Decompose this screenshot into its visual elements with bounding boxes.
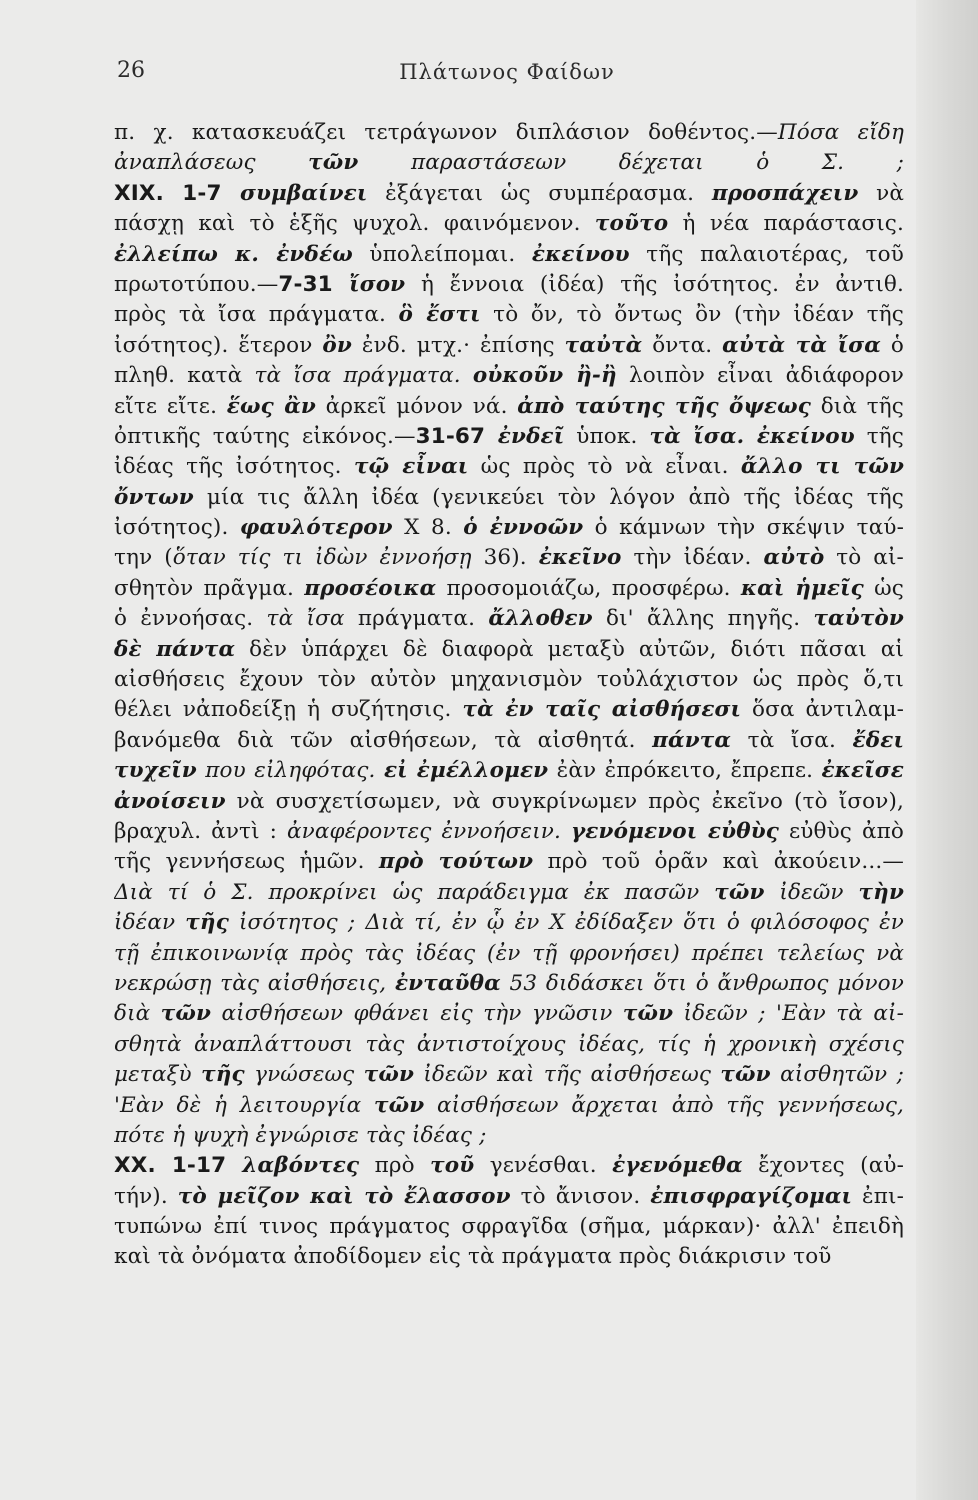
lemma-text: ἐγενόμεθα (612, 1153, 743, 1179)
page-header (112, 58, 902, 92)
gloss-text: πρὸ τοῦ ὁρᾶν καὶ ἀκούειν...— (533, 849, 904, 875)
text-line (114, 361, 904, 391)
lemma-text: προσπάχειν (711, 180, 859, 206)
text-line (114, 756, 904, 786)
lemma-text: τυχεῖν (114, 758, 197, 784)
text-line (114, 483, 904, 513)
page-number: 26 (117, 58, 145, 83)
lemma-text: τὸ μεῖζον καὶ τὸ ἔλασσον (177, 1183, 511, 1209)
lemma-text: τὰ ἴσα. ἐκείνου (649, 423, 855, 449)
gloss-text: καὶ τὰ ὀνόματα ἀποδίδομεν εἰς τὰ πράγματα πρὸς διάκρισιν τοῦ (114, 1244, 832, 1270)
lemma-text: πότε ἡ ψυχὴ ἐγνώρισε τὰς ἰδέας ; (114, 1122, 487, 1148)
lemma-text: νεκρώσῃ τὰς αἰσθήσεις, (114, 970, 395, 996)
text-line (114, 331, 904, 361)
lemma-text: εἰ ἐμέλλομεν (383, 758, 549, 784)
lemma-text: ἐκεῖνο (538, 545, 622, 571)
lemma-text: τῆς (201, 1062, 245, 1088)
gloss-text: ἰσότητος). (114, 515, 240, 541)
lemma-text: τῶν (373, 1092, 425, 1118)
lemma-text: αὐτὸ (763, 545, 825, 571)
gloss-text (461, 363, 473, 388)
lemma-text: τῶν (622, 1001, 674, 1027)
lemma-text: ἐνταῦθα (394, 970, 501, 996)
text-line (114, 240, 904, 270)
gloss-text: ἐὰν ἐπρόκειτο, ἔπρεπε. (548, 758, 822, 784)
lemma-text: ἄλλο τι τῶν (740, 454, 904, 480)
gloss-text: ὡς πρὸς τὸ νὰ εἶναι. (468, 454, 741, 480)
lemma-text: σθητὰ ἀναπλάττουσι τὰς ἀντιστοίχους ἰδέας, τίς ἡ χρονικὴ σχέσις (114, 1031, 904, 1057)
lemma-text: τοῦ (430, 1153, 475, 1179)
lemma-text: καὶ ἡμεῖς (740, 575, 864, 601)
gloss-text: ἰσότητος). ἕτερον (114, 332, 323, 358)
text-line (114, 847, 904, 877)
text-line (114, 787, 904, 817)
lemma-text: τῶν (720, 1062, 771, 1088)
lemma-text: ὅταν τίς τι ἰδὼν ἐννοήσῃ (172, 545, 472, 571)
section-marker: XX. (114, 1153, 172, 1179)
text-line (114, 1242, 904, 1272)
lemma-text: ἀνοίσειν (114, 788, 226, 814)
text-line (114, 148, 904, 178)
lemma-text: τῶν (308, 150, 359, 176)
lemma-text: ταὐτὸν (813, 606, 904, 632)
lemma-text: μεταξὺ (114, 1062, 202, 1088)
text-line (114, 118, 904, 148)
text-line (114, 695, 904, 725)
lemma-text: ἰδεῶν ; 'Εὰν τὰ αἰ- (673, 1001, 904, 1027)
lemma-text: τὰ ἴσα πράγματα. (254, 363, 461, 389)
text-line (114, 1212, 904, 1242)
text-line (114, 604, 904, 634)
gloss-text: ἐξάγεται ὡς συμπέρασμα. (367, 180, 712, 206)
lemma-text: Πόσα εἴδη (777, 120, 904, 145)
section-marker: 7-31 (278, 271, 350, 297)
gloss-text (376, 758, 384, 783)
gloss-text: τῆς (854, 423, 904, 449)
lemma-text: αἰσθητῶν ; (770, 1062, 904, 1088)
gloss-text: εἴτε εἴτε. (114, 393, 227, 419)
lemma-text: ταὐτὰ (564, 332, 643, 358)
gloss-text: ἐνδ. μτχ.· ἐπίσης (351, 332, 565, 358)
lemma-text: ἰδεῶν (764, 879, 859, 905)
text-line (114, 1182, 904, 1212)
gloss-text: τὰ ἴσα. (731, 727, 853, 753)
lemma-text: ἕως ἂν (226, 393, 316, 419)
lemma-text: πρὸ τούτων (378, 849, 534, 875)
lemma-text: ἐκείνου (531, 241, 630, 267)
lemma-text: πάντα (652, 727, 732, 753)
running-title: Πλάτωνος Φαίδων (399, 60, 615, 84)
gloss-text: διὰ τῆς (811, 393, 904, 419)
gloss-text: ὀπτικῆς ταύτης εἰκόνος.— (114, 423, 416, 449)
lemma-text: ὁ ἐννοῶν (463, 515, 584, 541)
gloss-text: νὰ συσχετίσωμεν, νὰ συγκρίνωμεν πρὸς ἐκεῖνο (τὸ ἴσον), (225, 788, 904, 814)
gloss-text: εὐθὺς ἀπὸ (779, 818, 904, 844)
text-line (114, 513, 904, 543)
text-line (114, 665, 904, 695)
text-line (114, 452, 904, 482)
text-line (114, 392, 904, 422)
gloss-text: ἡ ἔννοια (ἰδέα) τῆς ἰσότητος. ἐν ἀντιθ. (405, 271, 904, 297)
text-line (114, 726, 904, 756)
commentary-text (114, 118, 904, 1273)
gloss-text: ὁ (880, 332, 904, 358)
gloss-text: τὸ ἄνισον. (510, 1183, 651, 1209)
gloss-text: ἡ νέα παράστασις. (668, 211, 904, 237)
gloss-text: νὰ (858, 180, 904, 206)
gloss-text: τῆς παλαιοτέρας, τοῦ (629, 241, 904, 267)
section-marker: 1-17 (171, 1153, 243, 1179)
gloss-text: την ( (114, 545, 173, 571)
lemma-text: ἐπισφραγίζομαι (650, 1183, 853, 1209)
gloss-text: βανόμεθα διὰ τῶν αἰσθήσεων, τὰ αἰσθητά. (114, 727, 653, 753)
lemma-text: ἔδει (852, 727, 904, 753)
lemma-text: οὐκοῦν ἢ-ἢ (472, 363, 617, 389)
text-line (114, 209, 904, 239)
text-line (114, 878, 904, 908)
lemma-text: διὰ (114, 1001, 161, 1027)
lemma-text: ἴσον (349, 271, 406, 297)
gloss-text: ὁ κάμνων τὴν σκέψιν ταύ- (583, 515, 904, 541)
text-line (114, 543, 904, 573)
lemma-text: ἐνδεῖ (497, 423, 565, 449)
lemma-text: 53 διδάσκει ὅτι ὁ ἄνθρωπος μόνον (500, 970, 904, 996)
gloss-text: τήν). (114, 1183, 178, 1209)
gloss-text: πρὸς τὰ ἴσα πράγματα. (114, 302, 399, 328)
gloss-text: τῆς γεννήσεως ἡμῶν. (114, 849, 379, 875)
gloss-text: ἀρκεῖ μόνον νά. (315, 393, 518, 419)
gloss-text: ἐπι- (852, 1183, 904, 1209)
gloss-text: τὸ ὄν, τὸ ὄντως ὂν (τὴν ἰδέαν τῆς (480, 302, 904, 328)
gloss-text: προσομοιάζω, προσφέρω. (436, 575, 741, 601)
gloss-text (561, 819, 571, 844)
lemma-text: αἰσθήσεων ἄρχεται ἀπὸ τῆς γεννήσεως, (424, 1092, 904, 1118)
text-line (114, 300, 904, 330)
text-line (114, 270, 904, 300)
gloss-text: πάσχῃ καὶ τὸ ἑξῆς ψυχολ. φαινόμενον. (114, 211, 595, 237)
text-line (114, 817, 904, 847)
lemma-text: ἀπὸ ταύτης τῆς ὄψεως (517, 393, 811, 419)
gloss-text: λοιπὸν εἶναι ἀδιάφορον (616, 363, 904, 389)
gloss-text: γενέσθαι. (474, 1153, 613, 1179)
lemma-text: ἐλλείπω κ. ἐνδέω (114, 241, 353, 267)
gloss-text: σθητὸν πρᾶγμα. (114, 575, 305, 601)
lemma-text: Διὰ τί ὁ Σ. προκρίνει ὡς παράδειγμα ἐκ πασῶν (114, 879, 715, 905)
lemma-text: φαυλότερον (239, 515, 393, 541)
lemma-text: τὴν (858, 879, 904, 905)
text-line (114, 999, 904, 1029)
lemma-text: λαβόντες (242, 1153, 360, 1179)
lemma-text: ὄντων (114, 484, 194, 510)
gloss-text: ὑποκ. (564, 423, 650, 449)
gloss-text: ὑπολείπομαι. (352, 241, 532, 267)
text-line (114, 939, 904, 969)
gloss-text: X 8. (392, 515, 464, 541)
lemma-text: ἄλλοθεν (488, 606, 593, 632)
text-line (114, 179, 904, 209)
lemma-text: τῶν (160, 1001, 212, 1027)
gloss-text: μία τις ἄλλη ἰδέα (γενικεύει τὸν λόγον ἀπὸ τῆς ἰδέας τῆς (193, 484, 904, 510)
text-line (114, 1121, 904, 1151)
gloss-text: πρὸ (359, 1153, 431, 1179)
lemma-text: ἰσότητος ; Διὰ τί, ἐν ᾧ ἐν X ἐδίδαξεν ὅτι ὁ φιλόσοφος ἐν (228, 910, 904, 936)
lemma-text: δὲ πάντα (114, 636, 236, 662)
section-marker: 1-7 (182, 180, 240, 206)
lemma-text: παραστάσεων δέχεται ὁ Σ. ; (358, 150, 904, 176)
lemma-text: γνώσεως (244, 1062, 364, 1088)
lemma-text: τῶν (714, 879, 765, 905)
lemma-text: συμβαίνει (239, 180, 368, 206)
text-line (114, 574, 904, 604)
book-spine-shadow (916, 0, 978, 1500)
lemma-text: τὰ ἴσα (266, 606, 345, 632)
lemma-text: τοῦτο (594, 211, 669, 237)
lemma-text: 'Εὰν δὲ ἡ λειτουργία (114, 1092, 374, 1118)
gloss-text: δὲν ὑπάρχει δὲ διαφορὰ μεταξὺ αὐτῶν, διότι πᾶσαι αἱ (235, 636, 904, 662)
lemma-text: ἀναφέροντες ἐννοήσειν. (287, 818, 561, 844)
text-line (114, 1060, 904, 1090)
gloss-text: ὡς (863, 575, 904, 601)
lemma-text: τῆς (185, 910, 229, 936)
lemma-text: ἰδέαν (114, 910, 186, 936)
text-line (114, 1030, 904, 1060)
gloss-text (197, 758, 205, 783)
lemma-text: γενόμενοι εὐθὺς (570, 818, 780, 844)
gloss-text: ἰδέας τῆς ἰσότητος. (114, 454, 354, 480)
lemma-text: τὰ ἐν ταῖς αἰσθήσεσι (462, 697, 742, 723)
gloss-text: πληθ. κατὰ (114, 363, 255, 389)
lemma-text: τῇ ἐπικοινωνίᾳ πρὸς τὰς ἰδέας (ἐν τῇ φρονήσει) πρέπει τελείως νὰ (114, 940, 904, 966)
lemma-text: που εἰληφότας. (205, 758, 376, 784)
gloss-text: π. χ. κατασκευάζει τετράγωνον διπλάσιον δοθέντος.— (114, 120, 778, 145)
gloss-text: ὄντα. (642, 332, 723, 358)
lemma-text: ἀναπλάσεως (114, 150, 309, 176)
gloss-text: πρωτοτύπου.— (114, 271, 279, 297)
section-marker: XIX. (114, 180, 183, 206)
lemma-text: αἰσθήσεων φθάνει εἰς τὴν γνῶσιν (211, 1001, 623, 1027)
text-line (114, 1151, 904, 1181)
lemma-text: ἰδεῶν καὶ τῆς αἰσθήσεως (414, 1062, 721, 1088)
text-line (114, 908, 904, 938)
gloss-text: θέλει νἀποδείξῃ ἡ συζήτησις. (114, 697, 463, 723)
lemma-text: ὃ ἔστι (398, 302, 481, 328)
lemma-text: τῶν (363, 1062, 415, 1088)
gloss-text: βραχυλ. ἀντὶ : (114, 818, 287, 844)
lemma-text: αὐτὰ τὰ ἴσα (722, 332, 881, 358)
gloss-text: πράγματα. (344, 606, 489, 632)
gloss-text: ἔχοντες (αὐ- (742, 1153, 904, 1179)
gloss-text: 36). (471, 545, 539, 571)
gloss-text: ὁ ἐννοήσας. (114, 606, 267, 632)
text-line (114, 1091, 904, 1121)
gloss-text: τὸ αἰ- (824, 545, 904, 571)
section-marker: 31-67 (415, 423, 498, 449)
gloss-text: αἰσθήσεις ἔχουν τὸν αὐτὸν μηχανισμὸν τοὐλάχιστον ὡς πρὸς ὅ,τι (114, 667, 904, 693)
text-line (114, 969, 904, 999)
gloss-text: τὴν ἰδέαν. (621, 545, 764, 571)
gloss-text: τυπώνω ἐπί τινος πράγματος σφραγῖδα (σῆμα, μάρκαν)· ἀλλ' ἐπειδὴ (114, 1214, 904, 1240)
lemma-text: προσέοικα (304, 575, 437, 601)
lemma-text: ἐκεῖσε (821, 758, 904, 784)
gloss-text: δι' ἄλλης πηγῆς. (592, 606, 814, 632)
lemma-text: ὂν (322, 332, 352, 358)
text-line (114, 635, 904, 665)
gloss-text: ὅσα ἀντιλαμ- (741, 697, 904, 723)
text-line (114, 422, 904, 452)
lemma-text: τῷ εἶναι (354, 454, 469, 480)
